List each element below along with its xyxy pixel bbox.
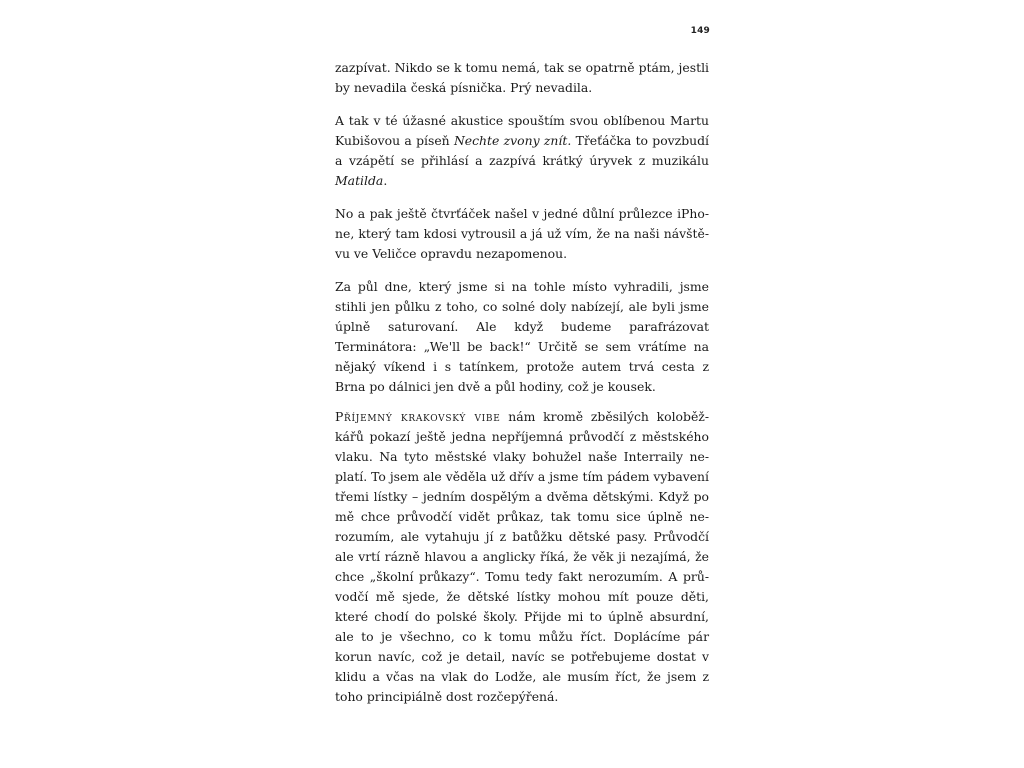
paragraph-2 bbox=[335, 111, 709, 191]
paragraph-5 bbox=[335, 407, 709, 707]
musical-title: Matilda bbox=[335, 173, 384, 188]
page-number: 149 bbox=[690, 26, 710, 36]
paragraph-4: Za půl dne, který jsme si na tohle místo vyhradili, jsme stihli jen půlku z toho, co solné doly nabízejí, ale byli jsme úplně saturovaní. Ale když budeme parafrázovat Terminátora: „We'll be back!“ Určitě se sem vrátíme na nějaký víkend i s tatínkem, protože autem trvá cesta z Brna po dálnici jen dvě a půl hodiny, což je kousek. bbox=[335, 279, 709, 394]
paragraph-5-body: nám kromě zběsilých koloběžkářů pokazí ještě jedna nepříjemná průvodčí z městského vlaku. Na tyto městské vlaky bohužel naše Interraily neplatí. To jsem ale věděla už dřív a jsme tím pádem vybavení třemi lístky – jedním dospělým a dvěma dětskými. Když po mě chce průvodčí vidět průkaz, tak tomu sice úplně nerozumím, ale vytahuju jí z batůžku dětské pasy. Průvodčí ale vrtí rázně hlavou a anglicky říká, že věk ji nezajímá, že chce „školní průkazy“. Tomu tedy fakt nerozumím. A průvodčí mě sjede, že dětské lístky mohou mít pouze děti, které chodí do polské školy. Přijde mi to úplně absurdní, ale to je všechno, co k tomu můžu říct. Doplácíme pár korun navíc, což je detail, navíc se potřebujeme dostat v klidu a včas na vlak do Lodže, ale musím říct, že jsem z toho principiálně dost rozčepýřená. bbox=[335, 409, 709, 704]
paragraph-1: zazpívat. Nikdo se k tomu nemá, tak se opatrně ptám, jestli by nevadila česká písnička. Prý nevadila. bbox=[335, 60, 709, 95]
section-lead-in: Příjemný krakovský vibe bbox=[335, 409, 501, 424]
text-section-2 bbox=[335, 407, 709, 720]
song-title: Nechte zvony znít. bbox=[453, 133, 572, 148]
paragraph-2-text-c: . bbox=[383, 173, 388, 188]
paragraph-2-text-a: A tak v té úžasné akustice spouštím svou oblíbenou Martu Kubišovou a píseň bbox=[335, 113, 709, 148]
text-section-1 bbox=[335, 58, 709, 410]
paragraph-2-text-b: Třeťáčka to povzbudí a vzápětí se přihlásí a zazpívá krátký úryvek z muzikálu bbox=[335, 133, 710, 168]
paragraph-3: No a pak ještě čtvrťáček našel v jedné důlní průlezce iPhone, který tam kdosi vytrousil a já už vím, že na naši návštěvu ve Veličce opravdu nezapomenou. bbox=[335, 206, 709, 261]
